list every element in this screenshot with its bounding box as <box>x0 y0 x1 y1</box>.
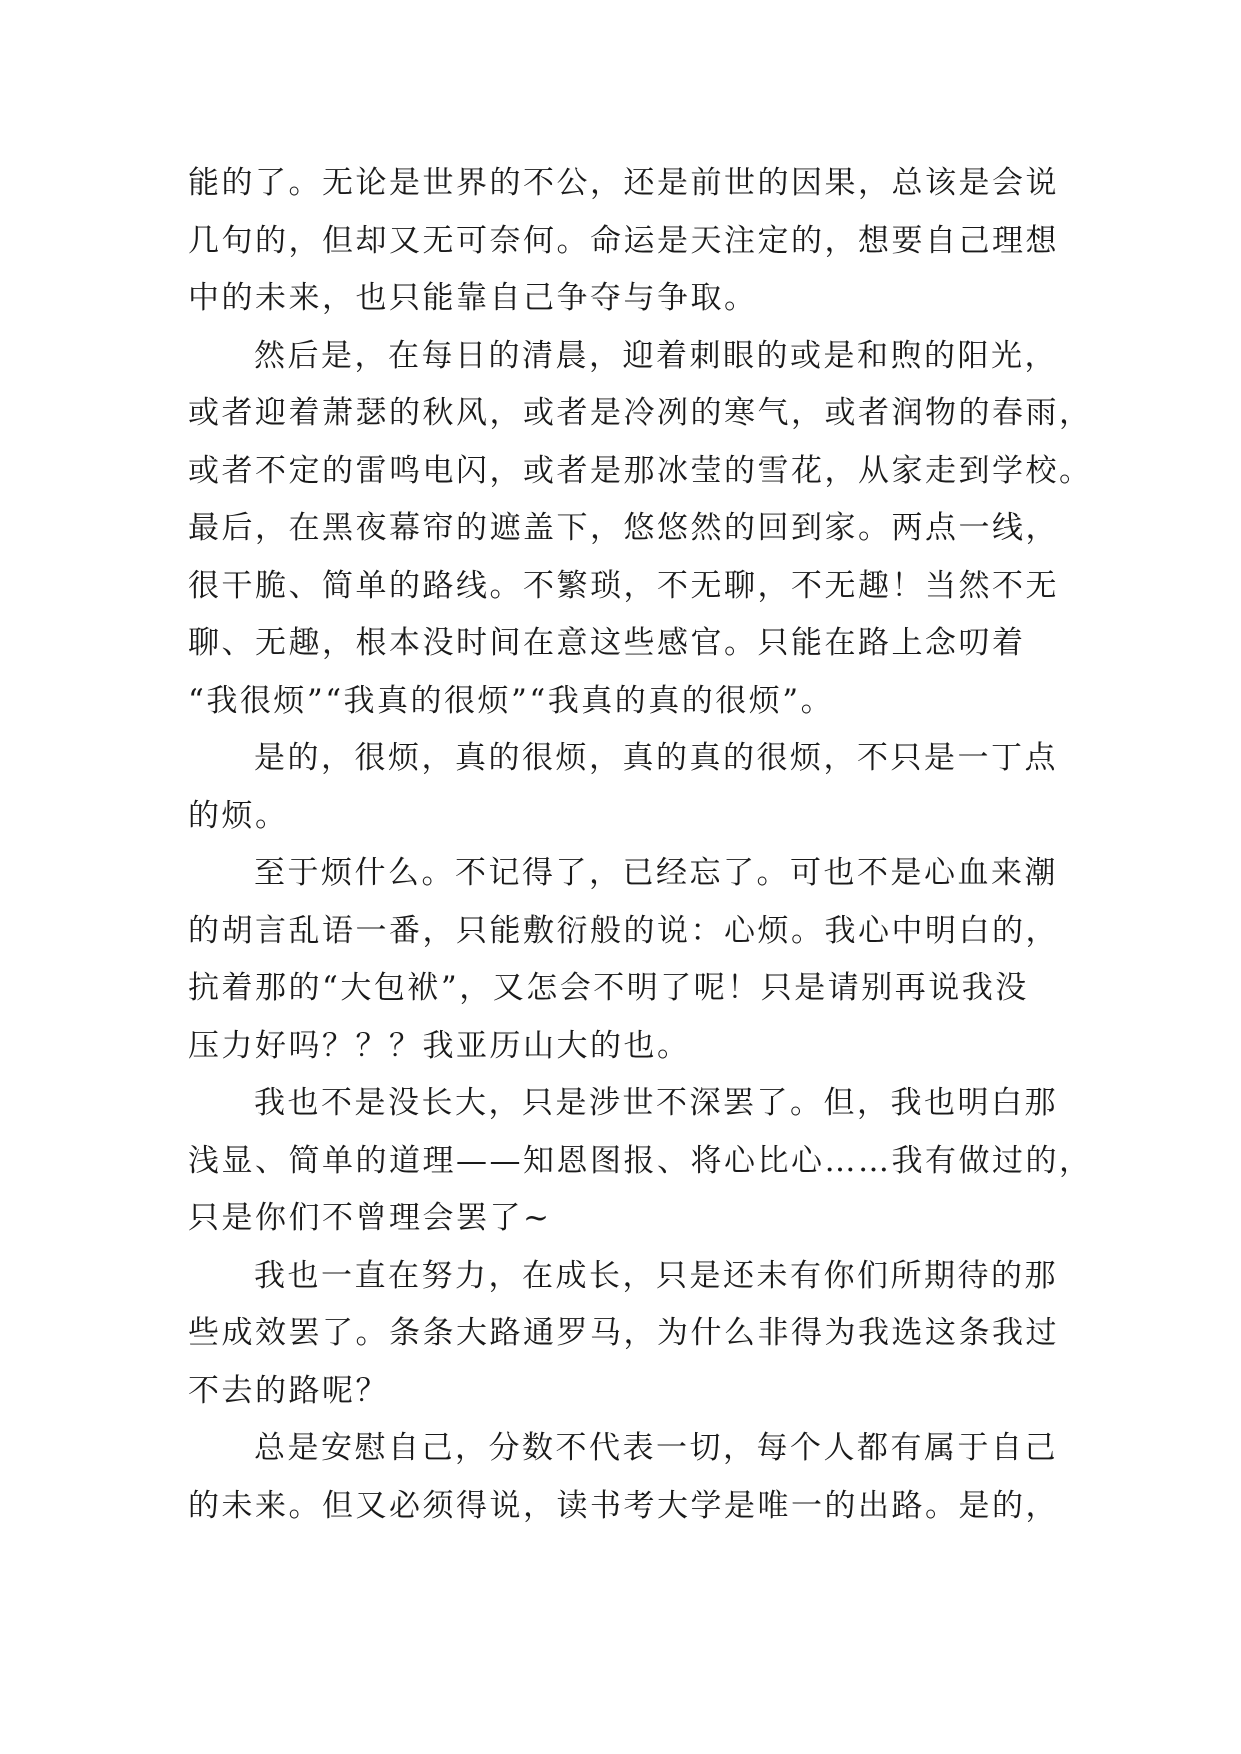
text-line: 我也一直在努力，在成长，只是还未有你们所期待的那 <box>254 1257 1058 1294</box>
text-line: 最后，在黑夜幕帘的遮盖下，悠悠然的回到家。两点一线， <box>188 510 1059 546</box>
text-line: 或者不定的雷鸣电闪，或者是那冰莹的雪花，从家走到学校。 <box>188 452 1093 489</box>
text-line: 至于烦什么。不记得了，已经忘了。可也不是心血来潮 <box>254 855 1058 891</box>
text-line: 中的未来，也只能靠自己争夺与争取。 <box>188 280 758 316</box>
text-line: 总是安慰自己，分数不代表一切，每个人都有属于自己 <box>254 1430 1058 1466</box>
text-line: 很干脆、简单的路线。不繁琐，不无聊，不无趣！当然不无 <box>188 567 1059 604</box>
text-line: 的烦。 <box>188 797 289 834</box>
text-line: 些成效罢了。条条大路通罗马，为什么非得为我选这条我过 <box>188 1315 1059 1351</box>
text-line: 抗着那的“大包袱”，又怎会不明了呢！只是请别再说我没 <box>188 970 1029 1006</box>
text-line: 或者迎着萧瑟的秋风，或者是冷冽的寒气，或者润物的春雨， <box>188 395 1093 431</box>
text-line: 我也不是没长大，只是涉世不深罢了。但，我也明白那 <box>254 1085 1058 1121</box>
body-text <box>188 155 1093 1535</box>
text-line: “我很烦”“我真的很烦”“我真的真的很烦”。 <box>188 682 835 719</box>
text-line: 浅显、简单的道理——知恩图报、将心比心……我有做过的， <box>188 1142 1093 1179</box>
text-line: 能的了。无论是世界的不公，还是前世的因果，总该是会说 <box>188 165 1059 201</box>
text-line: 然后是，在每日的清晨，迎着刺眼的或是和煦的阳光， <box>254 337 1058 374</box>
text-line: 的胡言乱语一番，只能敷衍般的说：心烦。我心中明白的， <box>188 912 1059 949</box>
text-line: 是的，很烦，真的很烦，真的真的很烦，不只是一丁点 <box>254 740 1058 776</box>
text-line: 压力好吗？？？我亚历山大的也。 <box>188 1027 691 1064</box>
text-line: 聊、无趣，根本没时间在意这些感官。只能在路上念叨着 <box>188 625 1026 661</box>
text-line: 几句的，但却又无可奈何。命运是天注定的，想要自己理想 <box>188 222 1059 259</box>
text-line: 不去的路呢？ <box>188 1372 389 1409</box>
text-line: 只是你们不曾理会罢了~ <box>188 1200 552 1236</box>
text-line: 的未来。但又必须得说，读书考大学是唯一的出路。是的， <box>188 1487 1059 1524</box>
